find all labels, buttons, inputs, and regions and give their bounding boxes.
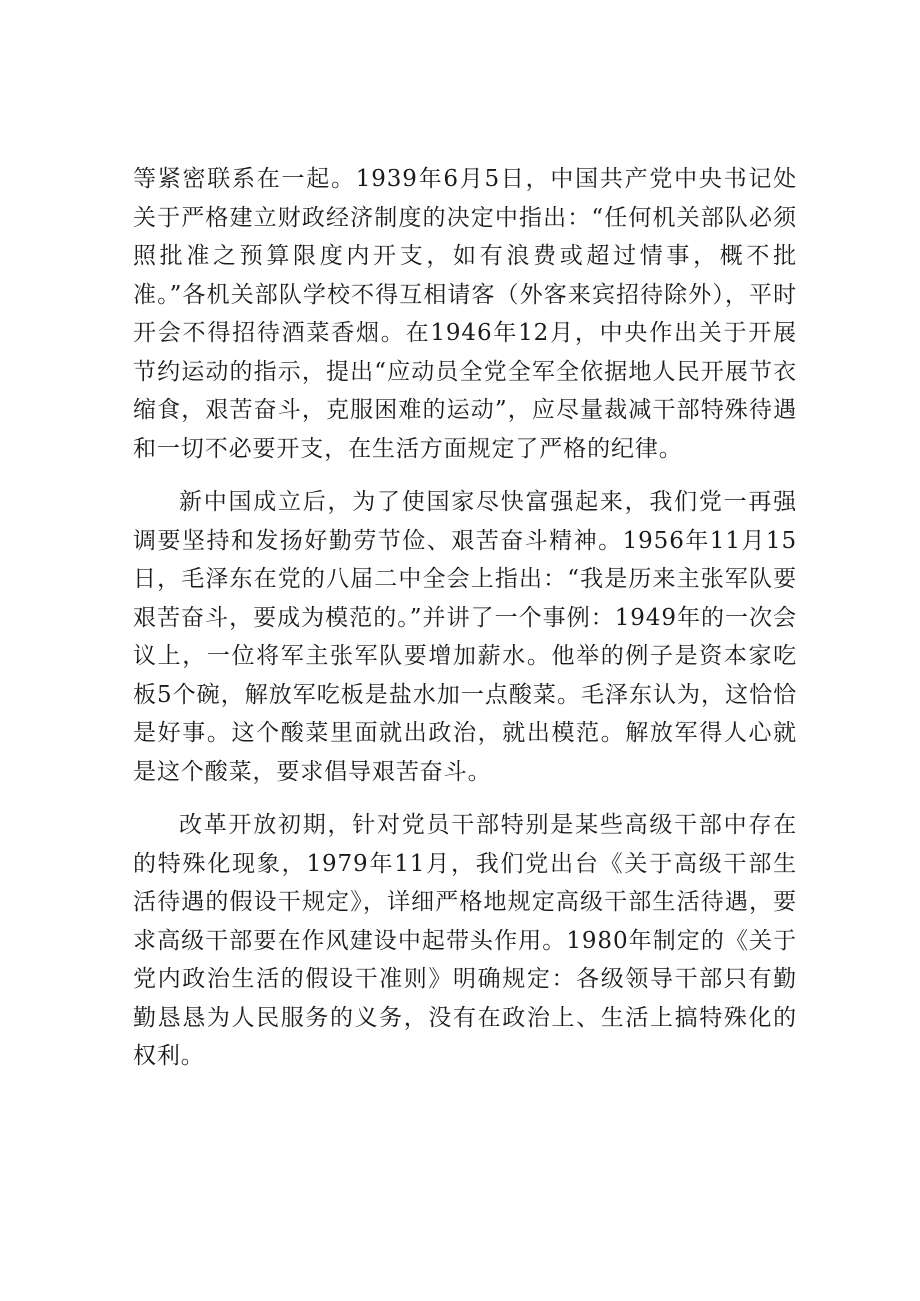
- paragraph-2: 新中国成立后，为了使国家尽快富强起来，我们党一再强调要坚持和发扬好勤劳节俭、艰苦奋斗精神。1956年11月15日，毛泽东在党的八届二中全会上指出：“我是历来主张军队要艰苦奋斗，要成为模范的。”并讲了一个事例：1949年的一次会议上，一位将军主张军队要增加薪水。他举的例子是资本家吃板5个碗，解放军吃板是盐水加一点酸菜。毛泽东认为，这恰恰是好事。这个酸菜里面就出政治，就出模范。解放军得人心就是这个酸菜，要求倡导艰苦奋斗。: [133, 489, 797, 785]
- paragraph-3: 改革开放初期，针对党员干部特别是某些高级干部中存在的特殊化现象，1979年11月，我们党出台《关于高级干部生活待遇的假设干规定》，详细严格地规定高级干部生活待遇，要求高级干部要在作风建设中起带头作用。1980年制定的《关于党内政治生活的假设干准则》明确规定：各级领导干部只有勤勤恳恳为人民服务的义务，没有在政治上、生活上搞特殊化的权利。: [133, 812, 797, 1069]
- paragraph-1: 等紧密联系在一起。1939年6月5日，中国共产党中央书记处关于严格建立财政经济制度的决定中指出：“任何机关部队必须照批准之预算限度内开支，如有浪费或超过情事，概不批准。”各机关部队学校不得互相请客（外客来宾招待除外），平时开会不得招待酒菜香烟。在1946年12月，中央作出关于开展节约运动的指示，提出“应动员全党全军全依据地人民开展节衣缩食，艰苦奋斗，克服困难的运动”，应尽量裁减干部特殊待遇和一切不必要开支，在生活方面规定了严格的纪律。: [133, 166, 797, 462]
- document-body: [133, 160, 797, 1091]
